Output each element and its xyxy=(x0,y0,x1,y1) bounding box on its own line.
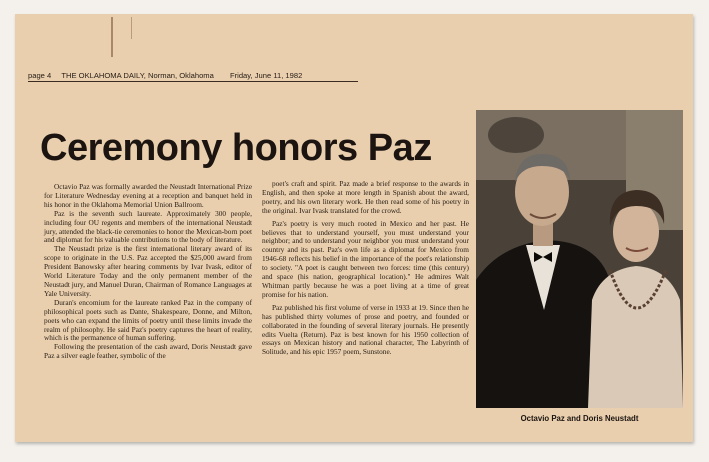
paragraph: Octavio Paz was formally awarded the Neustadt International Prize for Literature Wednesday evening at a reception and banquet held in his honor in the Oklahoma Memorial Union Ballroom. xyxy=(44,182,252,209)
paragraph: poet's craft and spirit. Paz made a brief response to the awards in English, and then spoke at more length in Spanish about the award, poetry, and his own literary work. He then read some of his poetry in the original. Ivar Ivask translated for the crowd. xyxy=(262,179,469,215)
paragraph: Following the presentation of the cash award, Doris Neustadt gave Paz a silver eagle feather, symbolic of the xyxy=(44,342,252,361)
photo-illustration xyxy=(476,110,683,408)
photo xyxy=(476,110,683,408)
page-header xyxy=(28,71,358,82)
newspaper-name: THE OKLAHOMA DAILY, Norman, Oklahoma xyxy=(61,71,214,80)
fold-crease xyxy=(111,17,113,57)
paragraph: Paz's poetry is very much rooted in Mexico and her past. He believes that to understand yourself, you must understand your neighbor; and to understand your neighbor you must understand your country and its past. Paz's own life as a diplomat for Mexico from 1946-68 reflects his belief in the importance of the poet's relationship to society. "A poet is caught between two forces: time (this century) and space (his nation, geographical location)." He admires Walt Whitman partly because he was a poet living at a time of great promise for his nation. xyxy=(262,218,469,299)
photo-caption: Octavio Paz and Doris Neustadt xyxy=(520,414,639,423)
fold-crease xyxy=(131,17,132,39)
article-column-1 xyxy=(44,183,252,361)
issue-date: Friday, June 11, 1982 xyxy=(229,71,303,80)
paragraph: Paz is the seventh such laureate. Approximately 300 people, including four OU regents and members of the international Neustadt jury, attended the black-tie ceremonies to honor the Mexican-born poet and diplomat for his valuable contributions to the body of literature. xyxy=(44,208,252,245)
paragraph: Paz published his first volume of verse in 1933 at 19. Since then he has published thirty volumes of prose and poetry, and founded or collaborated in the founding of several literary journals. He presently edits Vuelta (Return). Paz is best known for his 1950 collection of essays on Mexican history and national character, The Labyrinth of Solitude, and his epic 1957 poem, Sunstone. xyxy=(262,302,469,357)
headline: Ceremony honors Paz xyxy=(40,127,432,169)
paragraph: Duran's encomium for the laureate ranked Paz in the company of philosophical poets such as Dante, Shakespeare, Donne, and Milton, poets who can expand the limits of poetry until these limits invade the realm of philosophy. He said Paz's poetry captures the heart of reality, which is the permanence of human suffering. xyxy=(44,297,252,343)
article-column-2 xyxy=(262,180,469,357)
page-number: page 4 xyxy=(28,71,52,80)
paragraph: The Neustadt prize is the first international literary award of its scope to originate in the U.S. Paz accepted the $25,000 award from President Banowsky after hearing comments by Ivar Ivask, editor of World Literature Today and the only permanent member of the Neustadt jury, and Manuel Duran, Chairman of Romance Languages at Yale University. xyxy=(44,244,252,298)
